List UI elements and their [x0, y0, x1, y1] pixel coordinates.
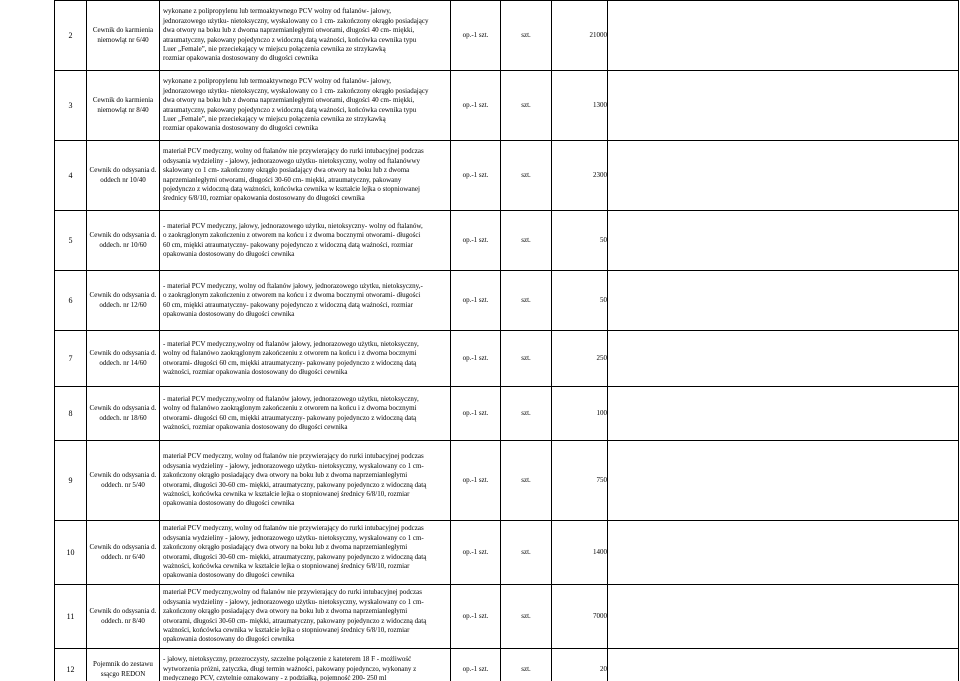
product-table-body [55, 1, 959, 681]
unit: szt. [501, 521, 552, 585]
description-line: otworami, długości 30-60 cm- miękki, atraumatyczny, pakowany pojedynczo z widoczną datą [163, 552, 427, 561]
description-line: rozmiar opakowania dostosowany do długości cewnika [163, 124, 318, 133]
product-name-line: Cewnik do odsysania d. [89, 607, 157, 616]
description-line: materiał PCV medyczny, wolny od ftalanów nie przywierający do rurki intubacyjnej podczas [163, 524, 424, 533]
table-row [55, 141, 959, 211]
description-line: otworami- długości 60 cm, miękki atraumatyczny- pakowany pojedynczo z widoczną datą [163, 413, 417, 422]
quantity: 50 [552, 211, 608, 271]
description-line: ważności, końcówka cewnika w kształcie lejka o stopniowanej średnicy 6/8/10, rozmiar [163, 625, 410, 634]
description-line: - materiał PCV medyczny, jałowy, jednorazowego użytku, nietoksyczny- wolny od ftalanów, [163, 221, 423, 230]
description-line: jednorazowego użytku- nietoksyczny, wyskalowany co 1 cm- zakończony okrągło posiadający [163, 86, 429, 95]
description-line: opakowania dostosowany do długości cewnika [163, 249, 295, 258]
unit: szt. [501, 585, 552, 649]
description-line: medycznego PCV, czytelnie oznakowany - z podziałką, pojemność 200- 250 ml [163, 674, 387, 681]
empty-cell [608, 211, 959, 271]
table-row [55, 649, 959, 681]
table-row [55, 387, 959, 441]
package-size: op.-1 szt. [451, 387, 501, 441]
table-row [55, 271, 959, 331]
quantity: 7000 [552, 585, 608, 649]
product-name [87, 71, 160, 141]
description-line: materiał PCV medyczny, wolny od ftalanów nie przywierający do rurki intubacyjnej podczas [163, 147, 424, 156]
quantity: 2300 [552, 141, 608, 211]
description-line: wytworzenia próżni, zatyczka, długi termin ważności, pakowany pojedynczo, wykonany z [163, 664, 417, 673]
empty-cell [608, 649, 959, 681]
row-number: 12 [55, 649, 87, 681]
package-size: op.-1 szt. [451, 71, 501, 141]
description-line: atraumatyczny, pakowany pojedynczo z widoczną datą ważności, końcówka cewnika typu [163, 105, 417, 114]
description-line: - materiał PCV medyczny,wolny od ftalanów jałowy, jednorazowego użytku, nietoksyczny, [163, 394, 419, 403]
product-name-line: Cewnik do odsysania d. [89, 231, 157, 240]
table-row [55, 1, 959, 71]
product-name-line: niemowląt nr 6/40 [97, 35, 149, 44]
description-line: rozmiar opakowania dostosowany do długości cewnika [163, 54, 318, 63]
description-line: opakowania dostosowany do długości cewnika [163, 309, 295, 318]
package-size: op.-1 szt. [451, 649, 501, 681]
product-description [160, 331, 451, 387]
description-line: dwa otwory na boku lub z dwoma naprzemianległymi otworami, długości 40 cm- miękki, [163, 26, 415, 35]
description-line: 60 cm, miękki atraumatyczny- pakowany pojedynczo z widoczną datą ważności, rozmiar [163, 300, 413, 309]
description-line: otworami- długości 60 cm, miękki atraumatyczny- pakowany pojedynczo z widoczną datą [163, 358, 417, 367]
product-name [87, 387, 160, 441]
description-line: wolny od ftalanówo zaokrąglonym zakończeniu z otworem na końcu i z dwoma bocznymi [163, 349, 417, 358]
description-line: wykonane z polipropylenu lub termoaktywnego PCV wolny od ftalanów- jałowy, [163, 77, 392, 86]
table-row [55, 585, 959, 649]
description-line: materiał PCV medyczny, wolny od ftalanów nie przywierający do rurki intubacyjnej podczas [163, 452, 424, 461]
package-size: op.-1 szt. [451, 141, 501, 211]
product-name-line: oddech. nr 12/60 [99, 300, 147, 309]
row-number: 7 [55, 331, 87, 387]
product-name-line: oddech. nr 5/40 [101, 480, 145, 489]
row-number: 6 [55, 271, 87, 331]
product-description [160, 141, 451, 211]
description-line: otworami, długości 30-60 cm- miękki, atraumatyczny, pakowany pojedynczo z widoczną datą [163, 616, 427, 625]
description-line: dwa otwory na boku lub z dwoma naprzemianległymi otworami, długości 40 cm- miękki, [163, 96, 415, 105]
description-line: - materiał PCV medyczny, wolny od ftalanów jałowy, jednorazowego użytku, nietoksyczny,- [163, 281, 423, 290]
quantity: 1400 [552, 521, 608, 585]
row-number: 8 [55, 387, 87, 441]
product-name-line: ssącgo REDON [100, 669, 146, 678]
row-number: 5 [55, 211, 87, 271]
description-line: średnicy 6/8/10, rozmiar opakowania dostosowany do długości cewnika [163, 194, 365, 203]
empty-cell [608, 71, 959, 141]
description-line: odsysania wydzieliny - jałowy, jednorazowego użytku- nietoksyczny, wyskalowany co 1 cm- [163, 533, 424, 542]
package-size: op.-1 szt. [451, 585, 501, 649]
row-number: 10 [55, 521, 87, 585]
row-number: 3 [55, 71, 87, 141]
empty-cell [608, 441, 959, 521]
product-name [87, 211, 160, 271]
unit: szt. [501, 211, 552, 271]
quantity: 250 [552, 331, 608, 387]
empty-cell [608, 387, 959, 441]
empty-cell [608, 141, 959, 211]
description-line: o zaokrąglonym zakończeniu z otworem na końcu i z dwoma bocznymi otworami- długości [163, 291, 421, 300]
unit: szt. [501, 441, 552, 521]
product-name [87, 521, 160, 585]
product-name-line: oddech. nr 6/40 [101, 552, 145, 561]
unit: szt. [501, 271, 552, 331]
product-name-line: Cewnik do odsysania d. [89, 404, 157, 413]
description-line: jednorazowego użytku- nietoksyczny, wyskalowany co 1 cm- zakończony okrągło posiadający [163, 16, 429, 25]
empty-cell [608, 521, 959, 585]
product-name [87, 585, 160, 649]
product-name-line: niemowląt nr 8/40 [97, 105, 149, 114]
product-name [87, 649, 160, 681]
description-line: skalowany co 1 cm- zakończony okrągło posiadający dwa otwory na boku lub z dwoma [163, 166, 410, 175]
description-line: Luer „Female”, nie przeciekający w miejscu połączenia cewnika ze strzykawką [163, 114, 386, 123]
description-line: odsysania wydzieliny - jałowy, jednorazowego użytku- nietoksyczny, wyskalowany co 1 cm- [163, 597, 424, 606]
product-name-line: Cewnik do odsysania d. [89, 291, 157, 300]
description-line: 60 cm, miękki atraumatyczny- pakowany pojedynczo z widoczną datą ważności, rozmiar [163, 240, 413, 249]
description-line: zakończony okrągło posiadający dwa otwory na boku lub z dwoma naprzemianległymi [163, 543, 408, 552]
description-line: pojedynczo z widoczną datą ważności, końcówka cewnika w kształcie lejka o stopniowanej [163, 184, 420, 193]
product-description [160, 521, 451, 585]
product-description [160, 585, 451, 649]
description-line: ważności, końcówka cewnika w kształcie lejka o stopniowanej średnicy 6/8/10, rozmiar [163, 561, 410, 570]
product-name-line: Cewnik do karmienia [92, 26, 154, 35]
quantity: 100 [552, 387, 608, 441]
description-line: ważności, rozmiar opakowania dostosowany do długości cewnika [163, 367, 348, 376]
product-name-line: oddech. nr 8/40 [101, 616, 145, 625]
description-line: - materiał PCV medyczny,wolny od ftalanów jałowy, jednorazowego użytku, nietoksyczny, [163, 339, 419, 348]
description-line: odsysania wydzieliny - jałowy, jednorazowego użytku- nietoksyczny, wyskalowany co 1 cm- [163, 461, 424, 470]
description-line: o zaokrąglonym zakończeniu z otworem na końcu i z dwoma bocznymi otworami- długości [163, 231, 421, 240]
product-description [160, 1, 451, 71]
description-line: wolny od ftalanówo zaokrąglonym zakończeniu z otworem na końcu i z dwoma bocznymi [163, 404, 417, 413]
quantity: 750 [552, 441, 608, 521]
product-name-line: oddech nr 10/40 [100, 175, 146, 184]
description-line: - jałowy, nietoksyczny, przezroczysty, szczelne połączenie z kateterem 18 F - możliwość [163, 655, 412, 664]
quantity: 20 [552, 649, 608, 681]
table-row [55, 441, 959, 521]
description-line: opakowania dostosowany do długości cewnika [163, 499, 295, 508]
description-line: naprzemianległymi otworami, długości 30-60 cm- miękki, atraumatyczny, pakowany [163, 175, 402, 184]
package-size: op.-1 szt. [451, 271, 501, 331]
table-row [55, 331, 959, 387]
unit: szt. [501, 71, 552, 141]
quantity: 21000 [552, 1, 608, 71]
product-name [87, 141, 160, 211]
unit: szt. [501, 649, 552, 681]
quantity: 1300 [552, 71, 608, 141]
product-name-line: Cewnik do odsysania d. [89, 349, 157, 358]
unit: szt. [501, 387, 552, 441]
description-line: ważności, rozmiar opakowania dostosowany do długości cewnika [163, 422, 348, 431]
product-name-line: Cewnik do karmienia [92, 96, 154, 105]
product-table [54, 0, 959, 681]
description-line: opakowania dostosowany do długości cewnika [163, 635, 295, 644]
product-description [160, 649, 451, 681]
description-line: odsysania wydzieliny - jałowy, jednorazowego użytku- nietoksyczny, wolny od ftalanówwy [163, 156, 421, 165]
unit: szt. [501, 1, 552, 71]
product-description [160, 271, 451, 331]
product-name-line: oddech. nr 10/60 [99, 240, 147, 249]
package-size: op.-1 szt. [451, 1, 501, 71]
description-line: zakończony okrągło posiadający dwa otwory na boku lub z dwoma naprzemianległymi [163, 471, 408, 480]
package-size: op.-1 szt. [451, 211, 501, 271]
row-number: 11 [55, 585, 87, 649]
empty-cell [608, 585, 959, 649]
description-line: zakończony okrągło posiadający dwa otwory na boku lub z dwoma naprzemianległymi [163, 607, 408, 616]
package-size: op.-1 szt. [451, 331, 501, 387]
product-name-line: oddech. nr 14/60 [99, 358, 147, 367]
unit: szt. [501, 141, 552, 211]
empty-cell [608, 1, 959, 71]
product-name [87, 1, 160, 71]
table-row [55, 211, 959, 271]
description-line: otworami, długości 30-60 cm- miękki, atraumatyczny, pakowany pojedynczo z widoczną datą [163, 480, 427, 489]
description-line: atraumatyczny, pakowany pojedynczo z widoczną datą ważności, końcówka cewnika typu [163, 35, 417, 44]
product-name-line: Cewnik do odsysania d. [89, 471, 157, 480]
package-size: op.-1 szt. [451, 521, 501, 585]
product-description [160, 211, 451, 271]
product-name [87, 441, 160, 521]
description-line: wykonane z polipropylenu lub termoaktywnego PCV wolny od ftalanów- jałowy, [163, 7, 392, 16]
product-name-line: Cewnik do odsysania d. [89, 543, 157, 552]
table-row [55, 71, 959, 141]
product-name-line: Cewnik do odsysania d. [89, 166, 157, 175]
row-number: 2 [55, 1, 87, 71]
description-line: Luer „Female”, nie przeciekający w miejscu połączenia cewnika ze strzykawką [163, 44, 386, 53]
description-line: materiał PCV medyczny,wolny od ftalanów nie przywierający do rurki intubacyjnej podczas [163, 588, 422, 597]
product-description [160, 71, 451, 141]
empty-cell [608, 271, 959, 331]
product-name [87, 271, 160, 331]
product-name [87, 331, 160, 387]
unit: szt. [501, 331, 552, 387]
quantity: 50 [552, 271, 608, 331]
description-line: opakowania dostosowany do długości cewnika [163, 571, 295, 580]
product-description [160, 387, 451, 441]
description-line: ważności, końcówka cewnika w kształcie lejka o stopniowanej średnicy 6/8/10, rozmiar [163, 489, 410, 498]
row-number: 4 [55, 141, 87, 211]
product-description [160, 441, 451, 521]
package-size: op.-1 szt. [451, 441, 501, 521]
row-number: 9 [55, 441, 87, 521]
product-name-line: oddech. nr 18/60 [99, 413, 147, 422]
product-name-line: Pojemnik do zestawu [93, 660, 153, 669]
table-row [55, 521, 959, 585]
empty-cell [608, 331, 959, 387]
